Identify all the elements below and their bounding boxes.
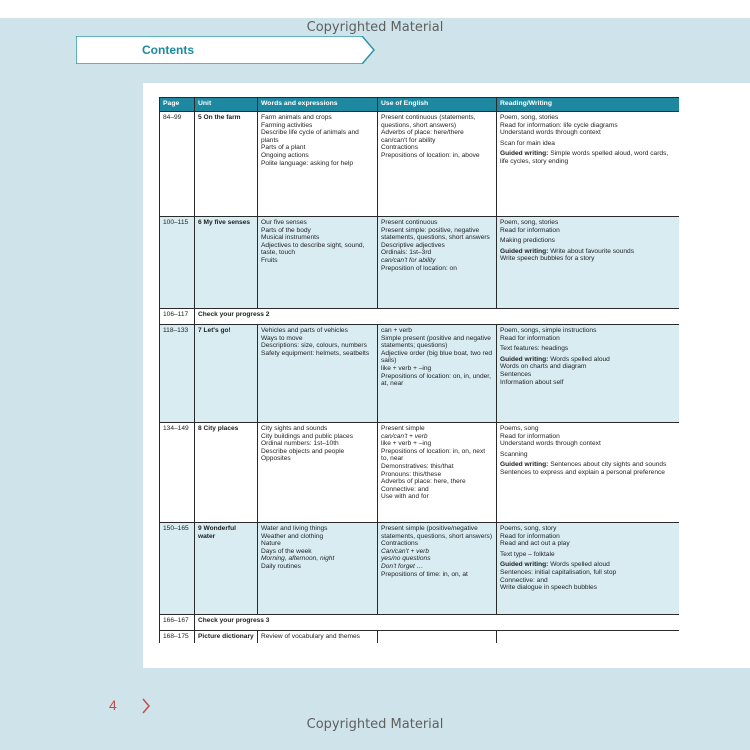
cell-line: can + verb <box>381 327 412 334</box>
cell-line: Sentences to express and explain a personal preference <box>500 468 665 476</box>
cell-line: Present continuous <box>381 219 438 226</box>
page-cell: 118–133 <box>160 325 195 423</box>
watermark-bottom: Copyrighted Material <box>306 717 444 732</box>
unit-cell: 7 Let's go! <box>195 325 258 423</box>
table-row <box>160 615 680 631</box>
page-number: 4 <box>109 697 117 713</box>
cell-line: Adverbs of place: here/there <box>381 129 464 137</box>
cell-line: Polite language: asking for help <box>261 159 354 167</box>
table-row <box>160 325 680 423</box>
cell-line: Ways to move <box>261 334 303 342</box>
col-header-english: Use of English <box>378 98 497 112</box>
cell-line: Prepositions of location: in, on, next to, near <box>381 447 486 463</box>
cell-line: Farm animals and crops <box>261 114 332 121</box>
cell-line: Daily routines <box>261 562 301 570</box>
cell-line: Information about self <box>500 378 564 386</box>
cell-line: Poems, song, story <box>500 525 557 532</box>
cell-line: Guided writing: Words spelled aloud <box>500 355 610 363</box>
cell-line: Poem, song, stories <box>500 114 559 121</box>
cell-line: Guided writing: Sentences about city sights and sounds <box>500 461 667 469</box>
cell-line: Musical instruments <box>261 234 320 242</box>
cell-line: Guided writing: Write about favourite sounds <box>500 247 635 255</box>
cell-line: Present simple <box>381 425 425 432</box>
cell-line: like + verb + –ing <box>381 364 432 372</box>
unit-cell: 6 My five senses <box>195 217 258 309</box>
english-cell <box>378 631 497 644</box>
cell-line: Read for information <box>500 432 560 440</box>
page-cell: 84–99 <box>160 112 195 217</box>
cell-line: Text features: headings <box>500 345 569 353</box>
cell-line: Present simple (positive/negative statements, questions, short answers) <box>381 525 493 540</box>
chevron-right-icon <box>141 697 151 715</box>
cell-line: Words on charts and diagram <box>500 363 587 371</box>
contents-title: Contents <box>142 43 194 57</box>
cell-line: Poem, song, stories <box>500 219 559 226</box>
cell-line: Parts of the body <box>261 226 311 234</box>
cell-line: Read for information: life cycle diagrams <box>500 121 618 129</box>
cell-line: Contractions <box>381 144 419 152</box>
cell-line: Sentences: initial capitalisation, full stop <box>500 568 617 576</box>
cell-line: Ordinal numbers: 1st–10th <box>261 440 339 448</box>
cell-line: Preposition of location: on <box>381 264 457 272</box>
cell-line: Understand words through context <box>500 440 601 448</box>
col-header-reading: Reading/Writing <box>497 98 680 112</box>
cell-line: Descriptions: size, colours, numbers <box>261 342 367 350</box>
cell-line: Understand words through context <box>500 129 601 137</box>
english-cell <box>378 325 497 423</box>
cell-line: Water and living things <box>261 525 328 532</box>
cell-line: Vehicles and parts of vehicles <box>261 327 348 334</box>
contents-table-wrapper <box>159 97 679 643</box>
cell-line: Read for information <box>500 532 560 540</box>
cell-line: Use with and for <box>381 493 429 501</box>
cell-line: Write dialogue in speech bubbles <box>500 584 598 592</box>
cell-line: Read for information <box>500 226 560 234</box>
cell-line: Nature <box>261 540 281 548</box>
cell-line: Descriptive adjectives <box>381 241 445 249</box>
cell-line: Guided writing: Words spelled aloud <box>500 561 610 569</box>
unit-cell: Check your progress 2 <box>195 309 680 325</box>
watermark-top: Copyrighted Material <box>306 20 444 35</box>
words-cell <box>258 217 378 309</box>
cell-line: Safety equipment: helmets, seatbelts <box>261 349 370 357</box>
reading-cell <box>497 631 680 644</box>
reading-cell <box>497 423 680 523</box>
cell-line: Poem, songs, simple instructions <box>500 327 597 334</box>
cell-line: Making predictions <box>500 237 555 245</box>
cell-line: Guided writing: Simple words spelled aloud, word cards, life cycles, story ending <box>500 150 669 165</box>
contents-page <box>143 83 750 668</box>
cell-line: Adjectives to describe sight, sound, taste, touch <box>261 241 365 257</box>
cell-line: Pronouns: this/these <box>381 470 442 478</box>
cell-line: Scan for main idea <box>500 139 555 147</box>
cell-line: Our five senses <box>261 219 307 226</box>
cell-line: Opposites <box>261 455 291 463</box>
words-cell <box>258 631 378 644</box>
table-row <box>160 523 680 615</box>
cell-line: Describe objects and people <box>261 447 345 455</box>
cell-line: Simple present (positive and negative statements; questions) <box>381 334 491 350</box>
cell-line: Don't forget … <box>381 562 424 570</box>
table-row <box>160 423 680 523</box>
unit-cell: Check your progress 3 <box>195 615 680 631</box>
page-cell: 134–149 <box>160 423 195 523</box>
contents-table <box>159 97 679 643</box>
unit-cell: 9 Wonderful water <box>195 523 258 615</box>
cell-line: Can/can't + verb <box>381 547 429 555</box>
cell-line: Morning, afternoon, night <box>261 555 335 563</box>
page-cell: 106–117 <box>160 309 195 325</box>
cell-line: Adjective order (big blue boat, two red sails) <box>381 349 493 365</box>
cell-line: Prepositions of location: in, above <box>381 151 480 159</box>
page-cell: 100–115 <box>160 217 195 309</box>
page-cell: 168–175 <box>160 631 195 644</box>
cell-line: Poems, song <box>500 425 539 432</box>
cell-line: Demonstratives: this/that <box>381 462 454 470</box>
words-cell <box>258 523 378 615</box>
col-header-page: Page <box>160 98 195 112</box>
cell-line: Present continuous (statements, questions, short answers) <box>381 114 476 129</box>
cell-line: like + verb + –ing <box>381 440 432 448</box>
reading-cell <box>497 217 680 309</box>
unit-cell: 8 City places <box>195 423 258 523</box>
english-cell <box>378 423 497 523</box>
cell-line: Weather and clothing <box>261 532 324 540</box>
cell-line: can/can't + verb <box>381 432 428 440</box>
col-header-words: Words and expressions <box>258 98 378 112</box>
cell-line: Prepositions of location: on, in, under, at, near <box>381 372 491 388</box>
reading-cell <box>497 523 680 615</box>
cell-line: Connective: and <box>500 576 548 584</box>
table-header-row <box>160 98 680 112</box>
cell-line: can/can't for ability <box>381 256 436 264</box>
words-cell <box>258 112 378 217</box>
unit-cell: Picture dictionary <box>195 631 258 644</box>
cell-line: Farming activities <box>261 121 313 129</box>
cell-line: Write speech bubbles for a story <box>500 255 595 263</box>
page-cell: 166–167 <box>160 615 195 631</box>
top-margin <box>0 0 750 18</box>
cell-line: Scanning <box>500 450 528 458</box>
cell-line: Sentences <box>500 370 532 378</box>
cell-line: Contractions <box>381 540 419 548</box>
unit-cell: 5 On the farm <box>195 112 258 217</box>
cell-line: yes/no questions <box>381 555 431 563</box>
cell-line: Adverbs of place: here, there <box>381 478 466 486</box>
cell-line: Connective: and <box>381 485 429 493</box>
cell-line: Parts of a plant <box>261 144 306 152</box>
cell-line: can/can't for ability <box>381 136 436 144</box>
table-row <box>160 309 680 325</box>
cell-line: City sights and sounds <box>261 425 328 432</box>
english-cell <box>378 217 497 309</box>
english-cell <box>378 112 497 217</box>
cell-line: Read and act out a play <box>500 540 570 548</box>
reading-cell <box>497 325 680 423</box>
cell-line: Days of the week <box>261 547 312 555</box>
cell-line: Ongoing actions <box>261 151 309 159</box>
col-header-unit: Unit <box>195 98 258 112</box>
cell-line: Read for information <box>500 334 560 342</box>
cell-line: Describe life cycle of animals and plants <box>261 129 359 144</box>
page-cell: 150–165 <box>160 523 195 615</box>
cell-line: Present simple: positive, negative statements, questions, short answers <box>381 226 490 242</box>
reading-cell <box>497 112 680 217</box>
cell-line: Prepositions of time: in, on, at <box>381 570 468 578</box>
words-cell <box>258 423 378 523</box>
table-row <box>160 217 680 309</box>
cell-line: City buildings and public places <box>261 432 354 440</box>
english-cell <box>378 523 497 615</box>
contents-arrow-tab <box>76 36 376 64</box>
words-cell <box>258 325 378 423</box>
cell-line: Review of vocabulary and themes <box>261 633 360 640</box>
table-row <box>160 631 680 644</box>
cell-line: Text type – folktale <box>500 550 555 558</box>
cell-line: Fruits <box>261 256 278 264</box>
contents-header <box>76 36 376 64</box>
cell-line: Ordinals: 1st–3rd <box>381 249 432 257</box>
table-row <box>160 112 680 217</box>
